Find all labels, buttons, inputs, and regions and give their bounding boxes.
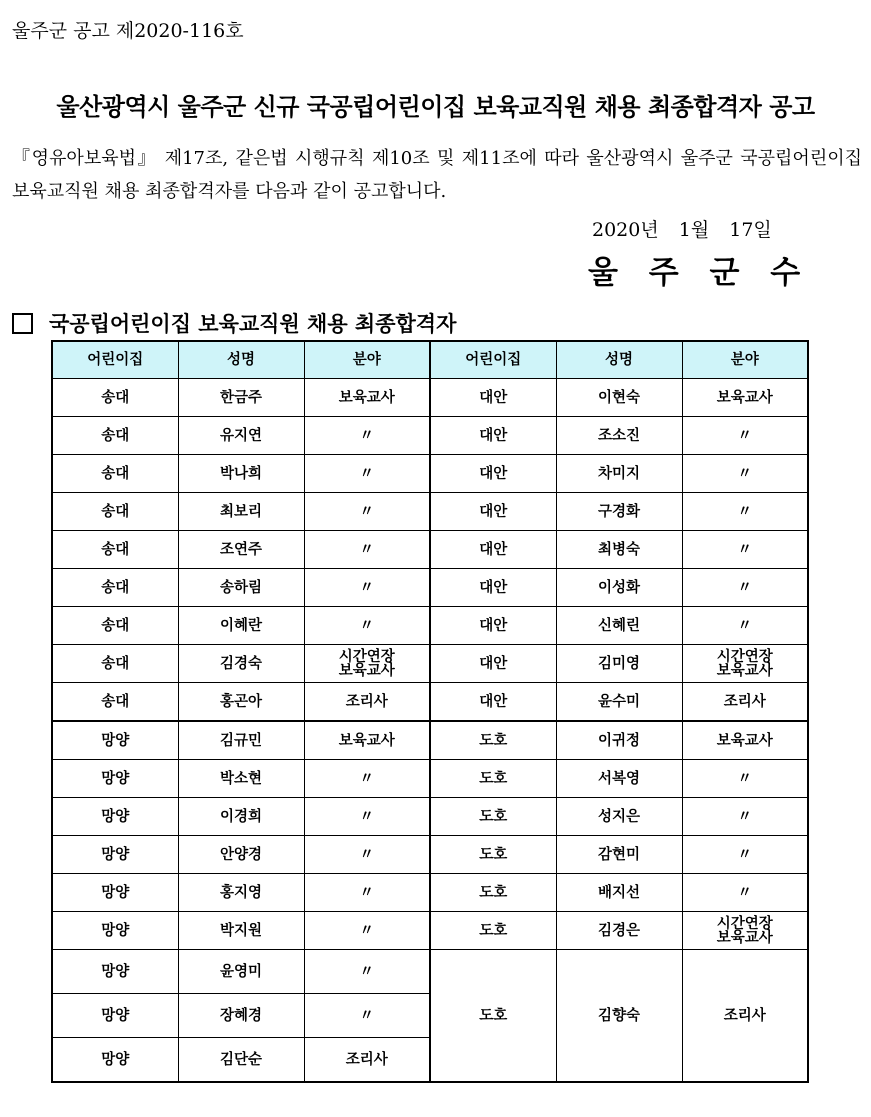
cell-name: 감현미 [556,836,682,874]
table-row [52,379,808,417]
cell-field: 〃 [682,493,808,531]
cell-daycare: 도호 [430,874,556,912]
header-daycare: 어린이집 [430,341,556,379]
cell-name: 이혜란 [178,607,304,645]
cell-daycare: 송대 [52,417,178,455]
cell-field: 〃 [304,994,430,1038]
table-header-row [52,341,808,379]
cell-daycare: 대안 [430,531,556,569]
cell-field: 시간연장 보육교사 [682,645,808,683]
cell-field: 〃 [304,836,430,874]
table-row [52,607,808,645]
cell-name: 이현숙 [556,379,682,417]
cell-field: 〃 [304,912,430,950]
cell-field: 보육교사 [682,721,808,760]
page-title: 울산광역시 울주군 신규 국공립어린이집 보육교직원 채용 최종합격자 공고 [56,92,815,121]
cell-daycare: 도호 [430,912,556,950]
section-title: 국공립어린이집 보육교직원 채용 최종합격자 [49,311,457,336]
notice-number: 울주군 공고 제2020-116호 [12,20,244,42]
cell-daycare: 도호 [430,798,556,836]
cell-name: 김경숙 [178,645,304,683]
cell-field: 〃 [682,417,808,455]
cell-name: 차미지 [556,455,682,493]
table-row [52,760,808,798]
cell-field: 〃 [304,493,430,531]
cell-name: 송하림 [178,569,304,607]
cell-field: 〃 [682,455,808,493]
cell-field: 〃 [304,417,430,455]
cell-field: 조리사 [682,683,808,722]
cell-daycare: 송대 [52,455,178,493]
table-row [52,569,808,607]
cell-daycare: 대안 [430,645,556,683]
cell-field: 〃 [304,950,430,994]
table-row [52,683,808,722]
cell-field: 조리사 [304,683,430,722]
table-row [52,645,808,683]
cell-daycare: 망양 [52,994,178,1038]
cell-daycare: 대안 [430,493,556,531]
cell-name: 박지원 [178,912,304,950]
cell-name: 한금주 [178,379,304,417]
cell-daycare: 대안 [430,417,556,455]
cell-daycare: 망양 [52,1038,178,1083]
cell-daycare: 대안 [430,455,556,493]
cell-field: 〃 [682,798,808,836]
cell-name: 홍곤아 [178,683,304,722]
cell-name: 조소진 [556,417,682,455]
square-bullet-icon [12,313,33,334]
cell-name: 배지선 [556,874,682,912]
cell-field: 〃 [304,455,430,493]
cell-daycare: 도호 [430,950,556,1083]
table-row [52,417,808,455]
cell-field: 시간연장 보육교사 [682,912,808,950]
cell-field: 시간연장 보육교사 [304,645,430,683]
cell-field: 〃 [682,531,808,569]
cell-daycare: 송대 [52,493,178,531]
cell-daycare: 망양 [52,836,178,874]
cell-name: 이귀정 [556,721,682,760]
table-row [52,531,808,569]
cell-name: 윤영미 [178,950,304,994]
cell-daycare: 망양 [52,721,178,760]
cell-daycare: 대안 [430,379,556,417]
cell-name: 조연주 [178,531,304,569]
header-name: 성명 [556,341,682,379]
header-name: 성명 [178,341,304,379]
cell-name: 구경화 [556,493,682,531]
cell-daycare: 도호 [430,721,556,760]
cell-daycare: 대안 [430,683,556,722]
cell-name: 김향숙 [556,950,682,1083]
table-row [52,950,808,994]
cell-daycare: 송대 [52,531,178,569]
header-field: 분야 [682,341,808,379]
cell-name: 김규민 [178,721,304,760]
cell-field: 보육교사 [682,379,808,417]
header-daycare: 어린이집 [52,341,178,379]
notice-date: 2020년 1월 17일 [592,219,772,241]
cell-field: 조리사 [304,1038,430,1083]
cell-field: 보육교사 [304,721,430,760]
cell-name: 최보리 [178,493,304,531]
cell-name: 장혜경 [178,994,304,1038]
cell-name: 신혜린 [556,607,682,645]
cell-name: 윤수미 [556,683,682,722]
signer: 울 주 군 수 [588,255,811,291]
cell-name: 김미영 [556,645,682,683]
cell-field: 〃 [304,760,430,798]
cell-daycare: 송대 [52,683,178,722]
cell-daycare: 대안 [430,607,556,645]
table-row [52,912,808,950]
cell-daycare: 망양 [52,874,178,912]
cell-name: 안양경 [178,836,304,874]
cell-field: 〃 [304,798,430,836]
cell-name: 박소현 [178,760,304,798]
table-row [52,721,808,760]
cell-field: 〃 [304,569,430,607]
cell-field: 〃 [304,531,430,569]
cell-name: 이경희 [178,798,304,836]
results-table [51,340,809,1083]
table-row [52,798,808,836]
cell-name: 홍지영 [178,874,304,912]
cell-field: 〃 [682,760,808,798]
body-text: 『영유아보육법』 제17조, 같은법 시행규칙 제10조 및 제11조에 따라 울산광역시 울주군 국공립어린이집 보육교직원 채용 최종합격자를 다음과 같이 공고합니다. [12,148,862,202]
cell-daycare: 대안 [430,569,556,607]
cell-daycare: 송대 [52,379,178,417]
cell-field: 〃 [682,836,808,874]
cell-name: 김경은 [556,912,682,950]
cell-field: 〃 [304,607,430,645]
cell-name: 서복영 [556,760,682,798]
table-row [52,836,808,874]
cell-daycare: 송대 [52,607,178,645]
cell-field: 〃 [304,874,430,912]
cell-name: 이성화 [556,569,682,607]
cell-daycare: 망양 [52,912,178,950]
cell-daycare: 망양 [52,950,178,994]
header-field: 분야 [304,341,430,379]
cell-field: 〃 [682,874,808,912]
cell-name: 김단순 [178,1038,304,1083]
cell-field: 보육교사 [304,379,430,417]
cell-daycare: 송대 [52,645,178,683]
cell-name: 성지은 [556,798,682,836]
cell-name: 최병숙 [556,531,682,569]
table-row [52,493,808,531]
cell-daycare: 망양 [52,760,178,798]
cell-daycare: 망양 [52,798,178,836]
cell-field: 〃 [682,607,808,645]
cell-daycare: 도호 [430,760,556,798]
cell-field: 〃 [682,569,808,607]
cell-name: 유지연 [178,417,304,455]
section-heading [12,308,456,338]
cell-daycare: 도호 [430,836,556,874]
table-row [52,455,808,493]
table-row [52,874,808,912]
cell-field: 조리사 [682,950,808,1083]
cell-name: 박나희 [178,455,304,493]
cell-daycare: 송대 [52,569,178,607]
